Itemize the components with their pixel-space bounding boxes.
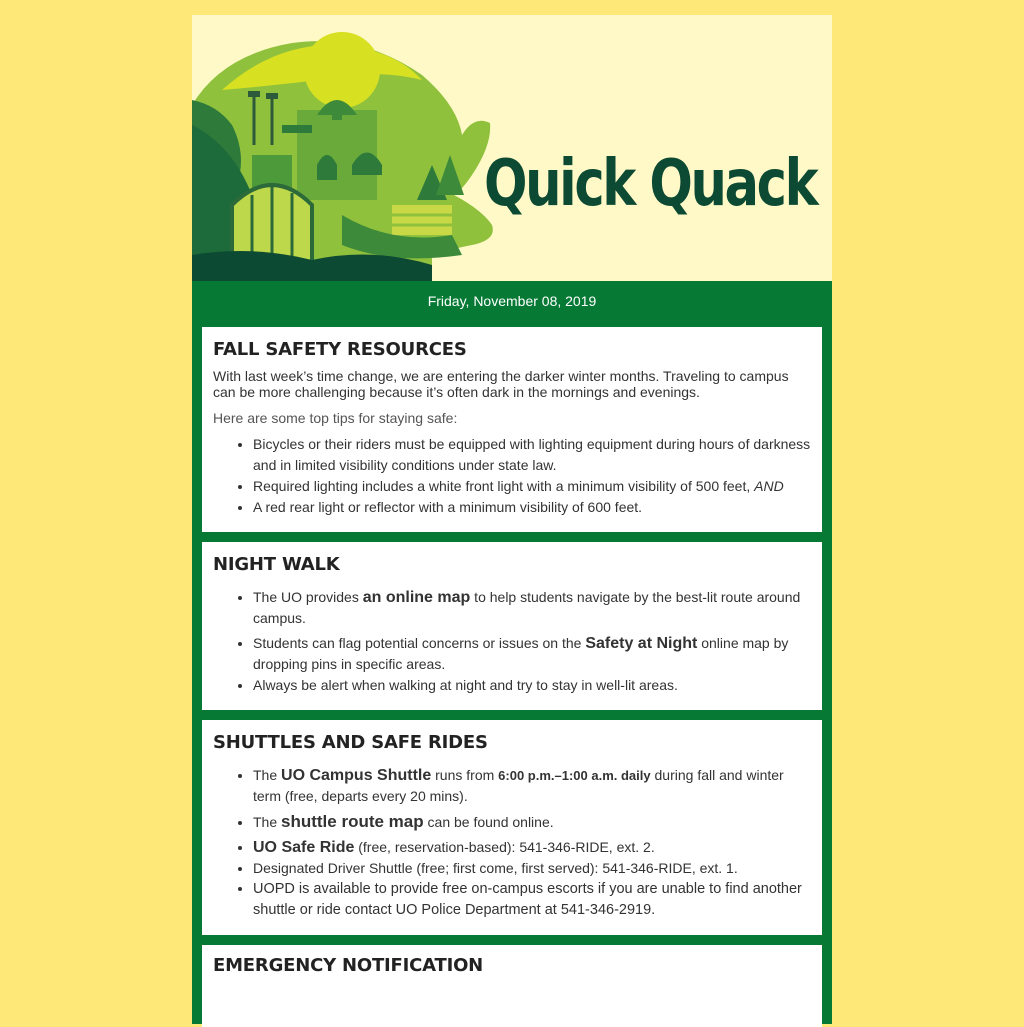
section-shuttles <box>202 720 822 935</box>
section-intro: With last week’s time change, we are entering the darker winter months. Traveling to campus can be more challenging because it’s often dark in the mornings and evenings. <box>213 368 789 400</box>
section-title: FALL SAFETY RESOURCES <box>213 339 467 360</box>
list-item: • Designated Driver Shuttle (free; first come, first served): 541-346-RIDE, ext. 1. <box>253 858 811 879</box>
tips-intro: Here are some top tips for staying safe: <box>213 410 458 426</box>
uo-safe-ride-link[interactable]: UO Safe Ride <box>253 839 355 856</box>
list-item: • The UO Campus Shuttle runs from 6:00 p.m.–1:00 a.m. daily during fall and winter term (free, departs every 20 mins). <box>253 765 811 807</box>
list-item: • Bicycles or their riders must be equipped with lighting equipment during hours of darkness and in limited visibility conditions under state law. <box>253 434 822 476</box>
uo-campus-shuttle-link[interactable]: UO Campus Shuttle <box>281 767 432 784</box>
online-map-link[interactable]: an online map <box>362 589 471 606</box>
section-title: SHUTTLES AND SAFE RIDES <box>213 732 488 753</box>
list-item: • Always be alert when walking at night and try to stay in well-lit areas. <box>253 675 811 696</box>
list-item: • A red rear light or reflector with a minimum visibility of 600 feet. <box>253 497 811 518</box>
night-walk-list <box>213 587 811 696</box>
section-title: EMERGENCY NOTIFICATION <box>213 955 484 976</box>
newsletter-title: Quick Quack <box>484 147 817 221</box>
newsletter-container <box>192 15 832 1024</box>
list-item: • UO Safe Ride (free, reservation-based): 541-346-RIDE, ext. 2. <box>253 837 811 858</box>
list-item: • Required lighting includes a white front light with a minimum visibility of 500 feet, AND <box>253 476 811 497</box>
section-night-walk <box>202 542 822 710</box>
list-item: • The shuttle route map can be found online. <box>253 811 811 833</box>
section-fall-safety <box>202 327 822 532</box>
section-title: NIGHT WALK <box>213 554 340 575</box>
list-item: • The UO provides an online map to help students navigate by the best-lit route around campus. <box>253 587 811 629</box>
shuttles-list <box>213 765 811 921</box>
section-emergency <box>202 945 822 1027</box>
safety-at-night-link[interactable]: Safety at Night <box>585 635 698 652</box>
tips-list <box>213 434 811 518</box>
list-item: • Students can flag potential concerns or issues on the Safety at Night online map by dropping pins in specific areas. <box>253 633 811 675</box>
header-banner <box>192 15 832 281</box>
shuttle-route-map-link[interactable]: shuttle route map <box>281 812 424 831</box>
list-item: • UOPD is available to provide free on-campus escorts if you are unable to find another shuttle or ride contact UO Police Department at 541-346-2919. <box>253 879 811 921</box>
issue-date: Friday, November 08, 2019 <box>427 293 597 309</box>
